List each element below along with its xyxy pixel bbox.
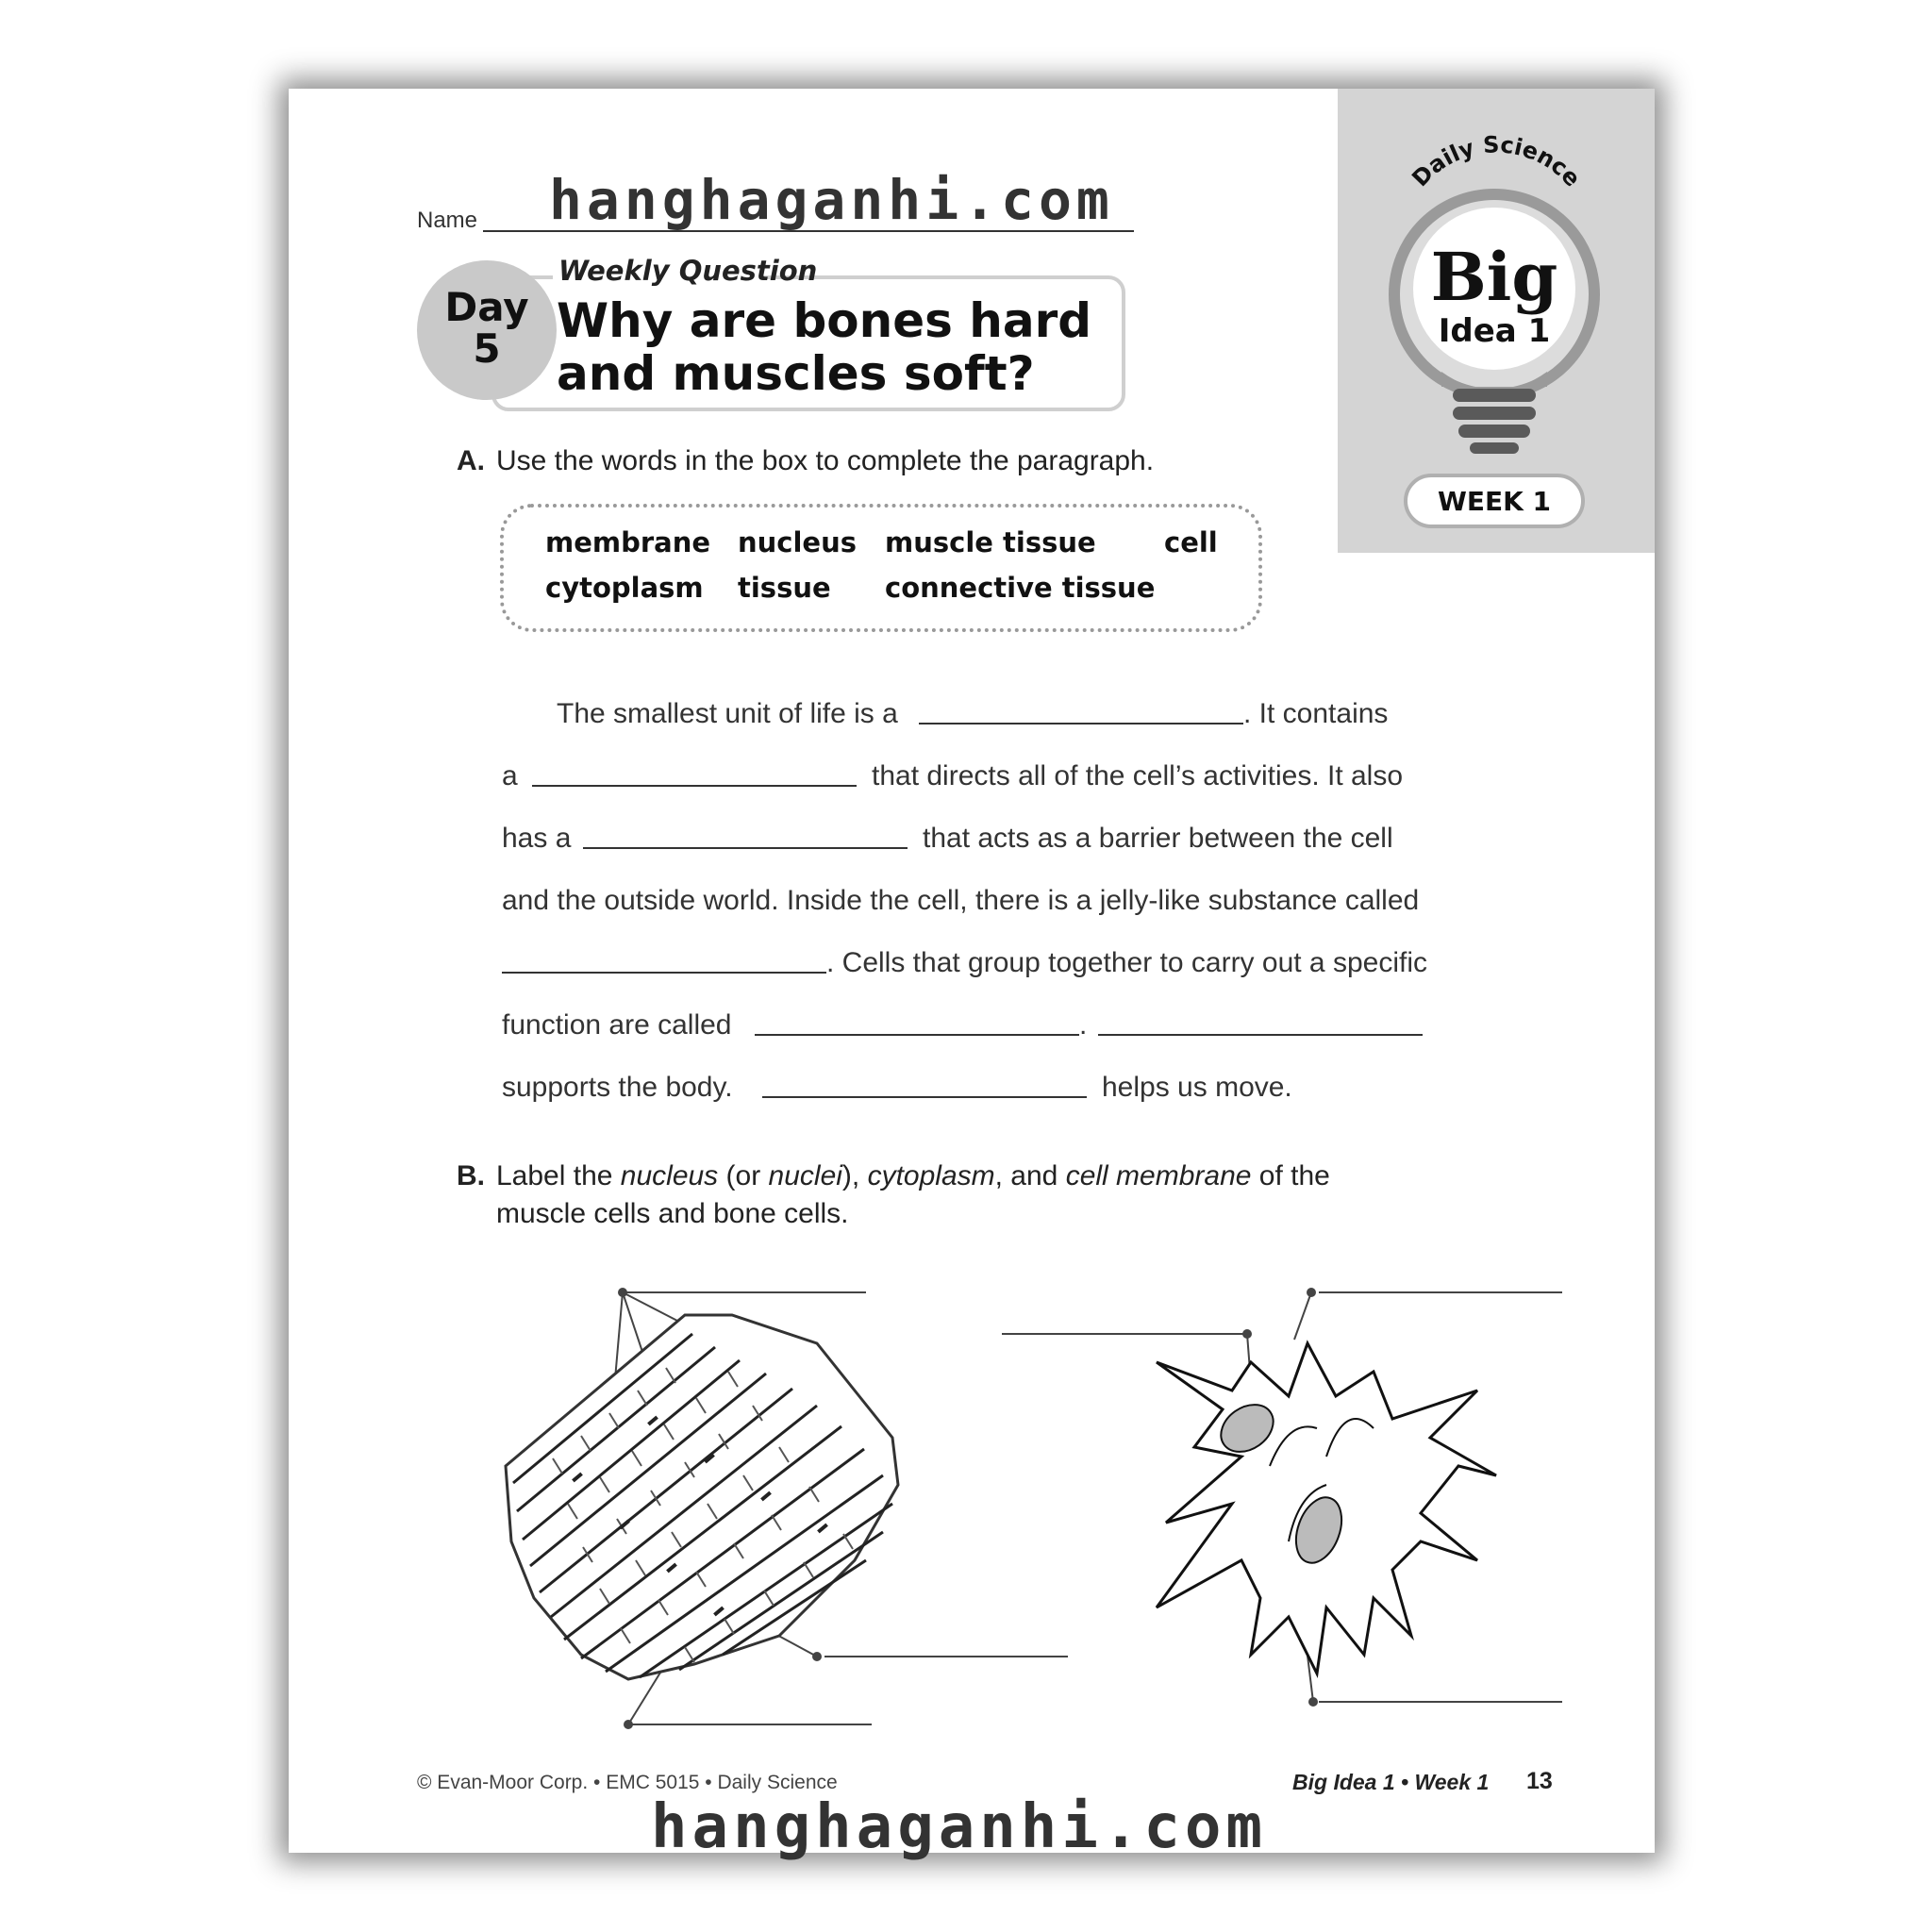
- footer-copyright: © Evan-Moor Corp. • EMC 5015 • Daily Science: [417, 1772, 838, 1793]
- section-b-letter: B.: [457, 1160, 485, 1191]
- word-cell: cell: [1164, 526, 1218, 558]
- bone-cells-drawing: [1157, 1343, 1496, 1674]
- section-b-instruction-2: muscle cells and bone cells.: [496, 1198, 849, 1229]
- cell-diagrams: [289, 89, 1655, 1853]
- para-line-3a: has a: [502, 823, 572, 854]
- word-nucleus: nucleus: [738, 526, 857, 558]
- word-muscle-tissue: muscle tissue: [885, 526, 1096, 558]
- watermark-bottom: hanghaganhi.com: [651, 1792, 1267, 1862]
- day-label: Day: [444, 284, 529, 330]
- word-connective-tissue: connective tissue: [885, 572, 1156, 604]
- para-line-1b: . It contains: [1243, 698, 1389, 729]
- page-number: 13: [1526, 1768, 1553, 1794]
- idea-text: Idea 1: [1438, 312, 1551, 350]
- para-line-7a: supports the body.: [502, 1072, 733, 1103]
- day-number: 5: [473, 325, 501, 372]
- para-line-1a: The smallest unit of life is a: [557, 698, 898, 729]
- question-line-1: Why are bones hard: [557, 293, 1092, 348]
- week-badge: WEEK 1: [1437, 486, 1552, 517]
- section-b-instruction-1: Label the nucleus (or nuclei), cytoplasm, and cell membrane of the: [496, 1160, 1330, 1191]
- para-line-5: . Cells that group together to carry out a specific: [826, 947, 1427, 978]
- muscle-cells-drawing: [506, 1315, 898, 1679]
- para-line-4: and the outside world. Inside the cell, there is a jelly-like substance called: [502, 885, 1420, 916]
- footer-big-idea: Big Idea 1 • Week 1: [1292, 1770, 1490, 1794]
- word-cytoplasm: cytoplasm: [545, 572, 704, 604]
- para-line-7b: helps us move.: [1102, 1072, 1292, 1103]
- word-membrane: membrane: [545, 526, 711, 558]
- question-line-2: and muscles soft?: [557, 346, 1035, 401]
- para-line-2b: that directs all of the cell’s activities. It also: [872, 760, 1404, 791]
- name-label: Name: [417, 208, 478, 233]
- para-line-6a: function are called: [502, 1009, 732, 1041]
- word-tissue: tissue: [738, 572, 831, 604]
- worksheet-page: [289, 89, 1655, 1853]
- para-line-3b: that acts as a barrier between the cell: [923, 823, 1393, 854]
- watermark-top: hanghaganhi.com: [549, 168, 1114, 232]
- big-text: Big: [1430, 238, 1558, 316]
- section-a-letter: A.: [457, 445, 485, 476]
- para-line-6b: .: [1079, 1009, 1088, 1041]
- daily-science-arc: Daily Science: [1407, 131, 1586, 192]
- weekly-question-label: Weekly Question: [558, 255, 818, 287]
- section-a-instruction: Use the words in the box to complete the paragraph.: [496, 445, 1155, 476]
- para-line-2a: a: [502, 760, 518, 791]
